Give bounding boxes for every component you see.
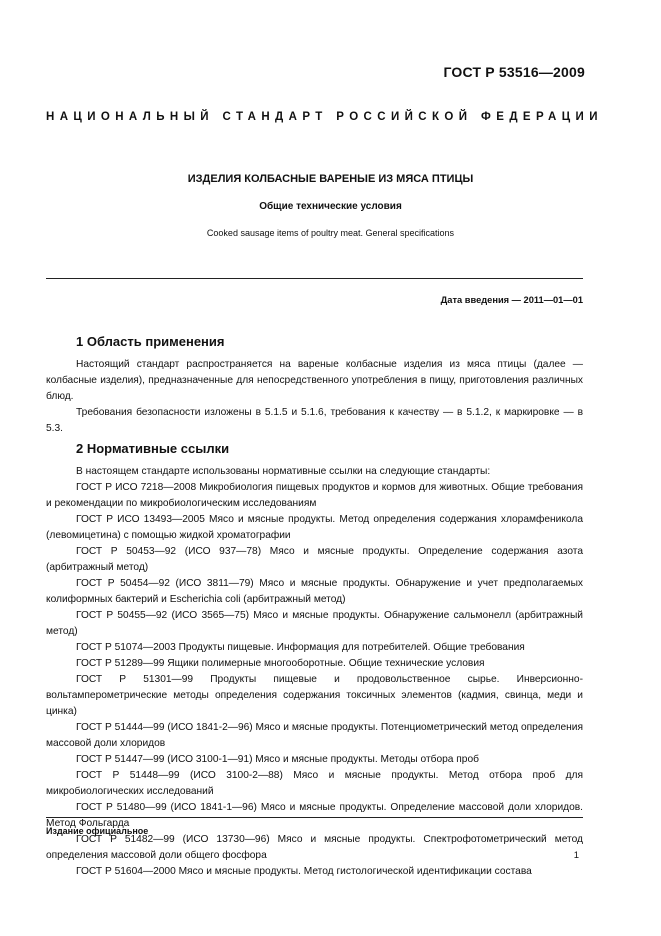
introduction-date: Дата введения — 2011—01—01 [440, 295, 583, 305]
english-title: Cooked sausage items of poultry meat. General specifications [206, 228, 455, 238]
reference-item: ГОСТ Р 50455—92 (ИСО 3565—75) Мясо и мясные продукты. Обнаружение сальмонелл (арбитражный метод) [46, 610, 583, 637]
header-divider [46, 278, 583, 279]
document-subtitle: Общие технические условия [259, 201, 402, 212]
document-title: ИЗДЕЛИЯ КОЛБАСНЫЕ ВАРЕНЫЕ ИЗ МЯСА ПТИЦЫ [187, 173, 474, 185]
gost-number: ГОСТ Р 53516—2009 [443, 64, 585, 80]
section-2-heading: 2 Нормативные ссылки [76, 441, 230, 456]
reference-item: ГОСТ Р 51444—99 (ИСО 1841-2—96) Мясо и мясные продукты. Потенциометрический метод определения массовой доли хлоридов [46, 722, 583, 749]
reference-item: ГОСТ Р 51482—99 (ИСО 13730—96) Мясо и мясные продукты. Спектрофотометрический метод определения массовой доли общего фосфора [46, 834, 583, 861]
reference-item: ГОСТ Р ИСО 13493—2005 Мясо и мясные продукты. Метод определения содержания хлорамфеникола (левомицетина) с помощью жидкой хроматографии [46, 514, 583, 541]
reference-item: ГОСТ Р 50453—92 (ИСО 937—78) Мясо и мясные продукты. Определение содержания азота (арбитражный метод) [46, 546, 583, 573]
paragraph: Требования безопасности изложены в 5.1.5 и 5.1.6, требования к качеству — в 5.1.2, к маркировке — в 5.3. [46, 407, 583, 434]
paragraph: Настоящий стандарт распространяется на вареные колбасные изделия из мяса птицы (далее — колбасные изделия), предназначенные для непосредственного употребления в пищу, приготовления различных блюд. [46, 359, 583, 402]
footer-divider [46, 817, 583, 818]
reference-item: ГОСТ Р 51604—2000 Мясо и мясные продукты. Метод гистологической идентификации состава [76, 866, 532, 877]
page-number: 1 [573, 850, 579, 861]
reference-item: ГОСТ Р 50454—92 (ИСО 3811—79) Мясо и мясные продукты. Обнаружение и учет предполагаемых колиформных бактерий и Escherichia coli (арбитражный метод) [46, 578, 583, 605]
section-1-heading: 1 Область применения [76, 334, 225, 349]
edition-label: Издание официальное [46, 826, 149, 836]
reference-item: ГОСТ Р 51480—99 (ИСО 1841-1—96) Мясо и мясные продукты. Определение массовой доли хлоридов. Метод Фольгарда [46, 802, 583, 829]
national-standard-banner: НАЦИОНАЛЬНЫЙ СТАНДАРТ РОССИЙСКОЙ ФЕДЕРАЦИИ [46, 111, 603, 123]
section-1-body [46, 357, 583, 437]
reference-item: ГОСТ Р 51289—99 Ящики полимерные многооборотные. Общие технические условия [76, 658, 485, 669]
reference-item: ГОСТ Р 51074—2003 Продукты пищевые. Информация для потребителей. Общие требования [76, 642, 525, 653]
reference-item: ГОСТ Р 51448—99 (ИСО 3100-2—88) Мясо и мясные продукты. Метод отбора проб для микробиологических исследований [46, 770, 583, 797]
paragraph: В настоящем стандарте использованы нормативные ссылки на следующие стандарты: [76, 466, 491, 477]
reference-item: ГОСТ Р 51447—99 (ИСО 3100-1—91) Мясо и мясные продукты. Методы отбора проб [76, 754, 479, 765]
reference-item: ГОСТ Р 51301—99 Продукты пищевые и продовольственное сырье. Инверсионно-вольтамперометрические методы определения содержания токсичных элементов (кадмия, свинца, меди и цинка) [46, 674, 583, 717]
reference-item: ГОСТ Р ИСО 7218—2008 Микробиология пищевых продуктов и кормов для животных. Общие требования и рекомендации по микробиологическим исследованиям [46, 482, 583, 509]
